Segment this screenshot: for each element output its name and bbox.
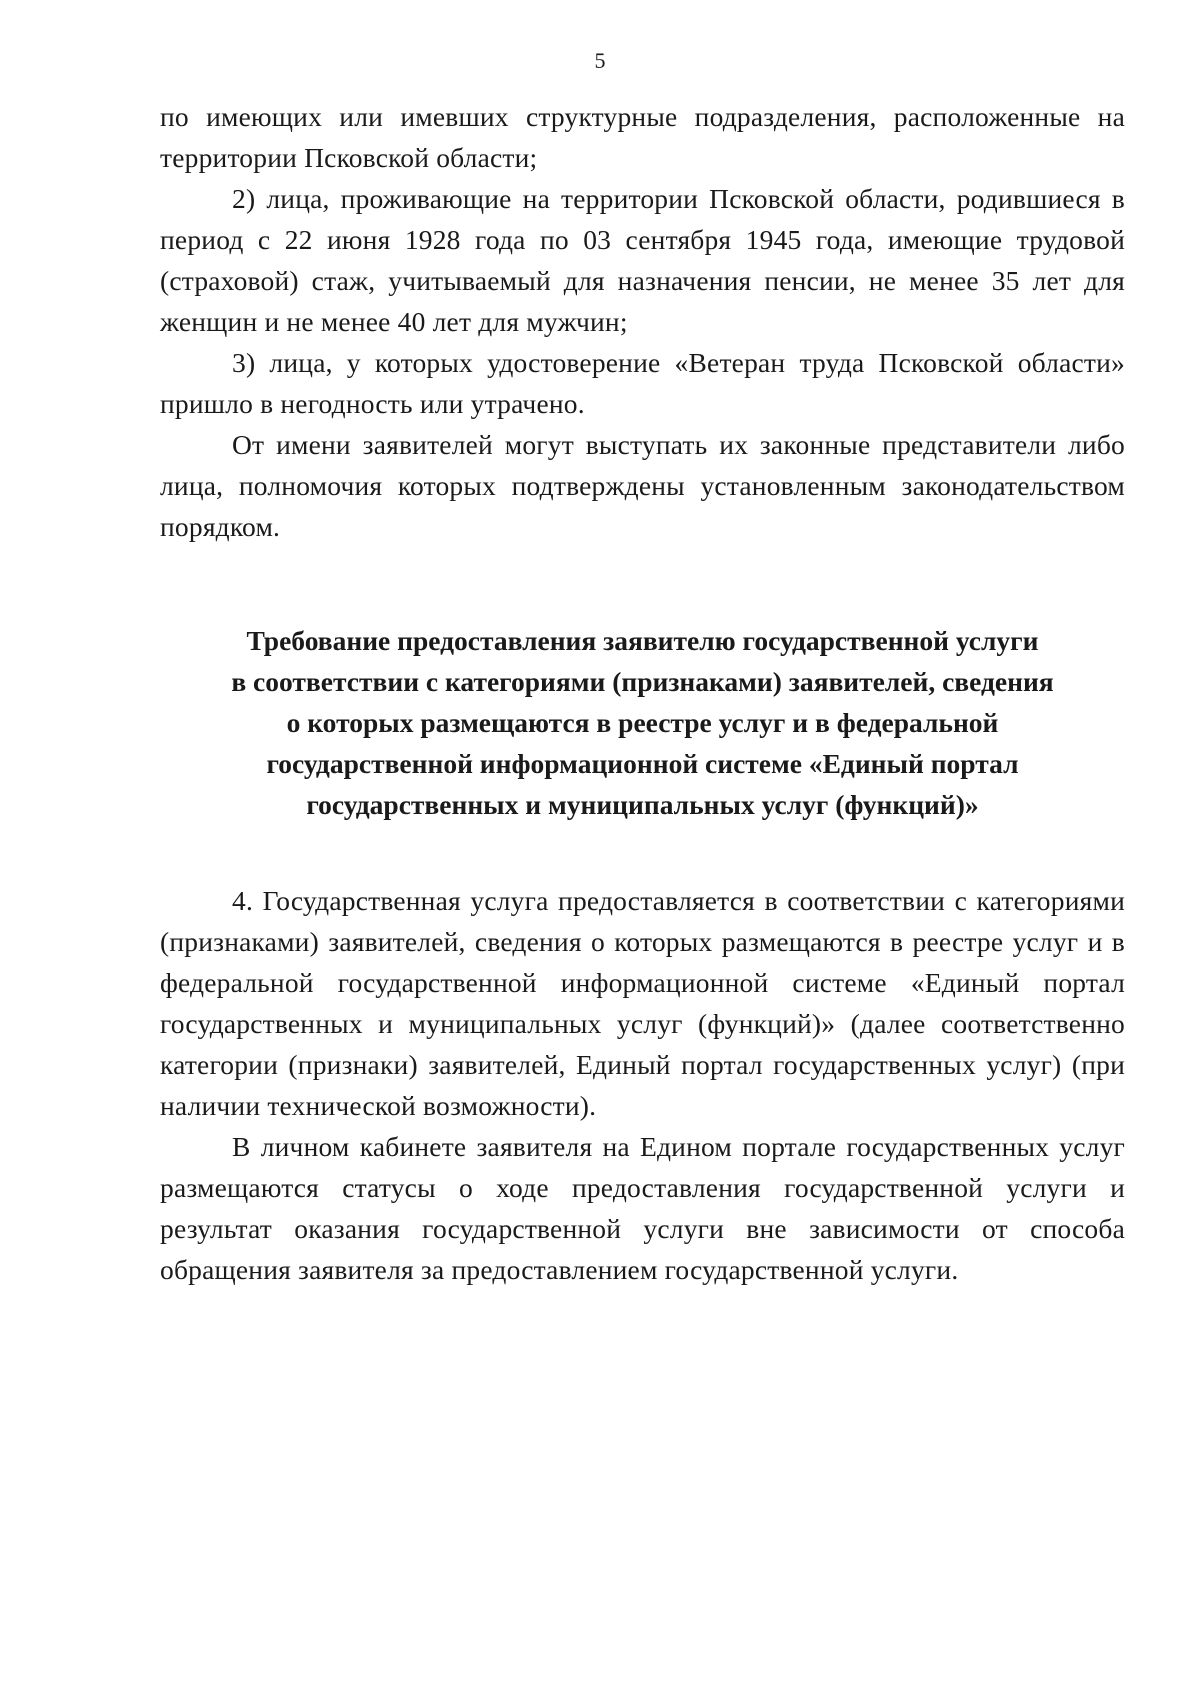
- paragraph-item-4: 4. Государственная услуга предоставляется в соответствии с категориями (признаками) заявителей, сведения о которых размещаются в реестре услуг и в федеральной государственной информационной системе «Единый портал государственных и муниципальных услуг (функций)» (далее соответственно категории (признаки) заявителей, Единый портал государственных услуг) (при наличии технической возможности).: [160, 885, 1125, 1121]
- paragraph-representatives: От имени заявителей могут выступать их законные представители либо лица, полномочия которых подтверждены установленным законодательством порядком.: [160, 429, 1125, 542]
- section-heading: [160, 620, 1125, 825]
- heading-line: о которых размещаются в реестре услуг и в федеральной: [286, 707, 999, 738]
- paragraph-continuation: по имеющих или имевших структурные подразделения, расположенные на территории Псковской области;: [160, 101, 1125, 173]
- heading-line: государственных и муниципальных услуг (функций)»: [306, 789, 979, 820]
- heading-line: в соответствии с категориями (признаками) заявителей, сведения: [231, 666, 1054, 697]
- heading-line: государственной информационной системе «Единый портал: [266, 748, 1019, 779]
- page-number: 5: [594, 48, 606, 73]
- section-requirements: [160, 880, 1125, 1290]
- paragraph-personal-account: В личном кабинете заявителя на Едином портале государственных услуг размещаются статусы о ходе предоставления государственной услуги и результат оказания государственной услуги вне зависимости от способа обращения заявителя за предоставлением государственной услуги.: [160, 1131, 1125, 1285]
- paragraph-item-3: 3) лица, у которых удостоверение «Ветеран труда Псковской области» пришло в негодность или утрачено.: [160, 347, 1125, 419]
- section-applicants: [160, 96, 1125, 547]
- heading-line: Требование предоставления заявителю государственной услуги: [246, 625, 1039, 656]
- paragraph-item-2: 2) лица, проживающие на территории Псковской области, родившиеся в период с 22 июня 1928 года по 03 сентября 1945 года, имеющие трудовой (страховой) стаж, учитываемый для назначения пенсии, не менее 35 лет для женщин и не менее 40 лет для мужчин;: [160, 183, 1125, 337]
